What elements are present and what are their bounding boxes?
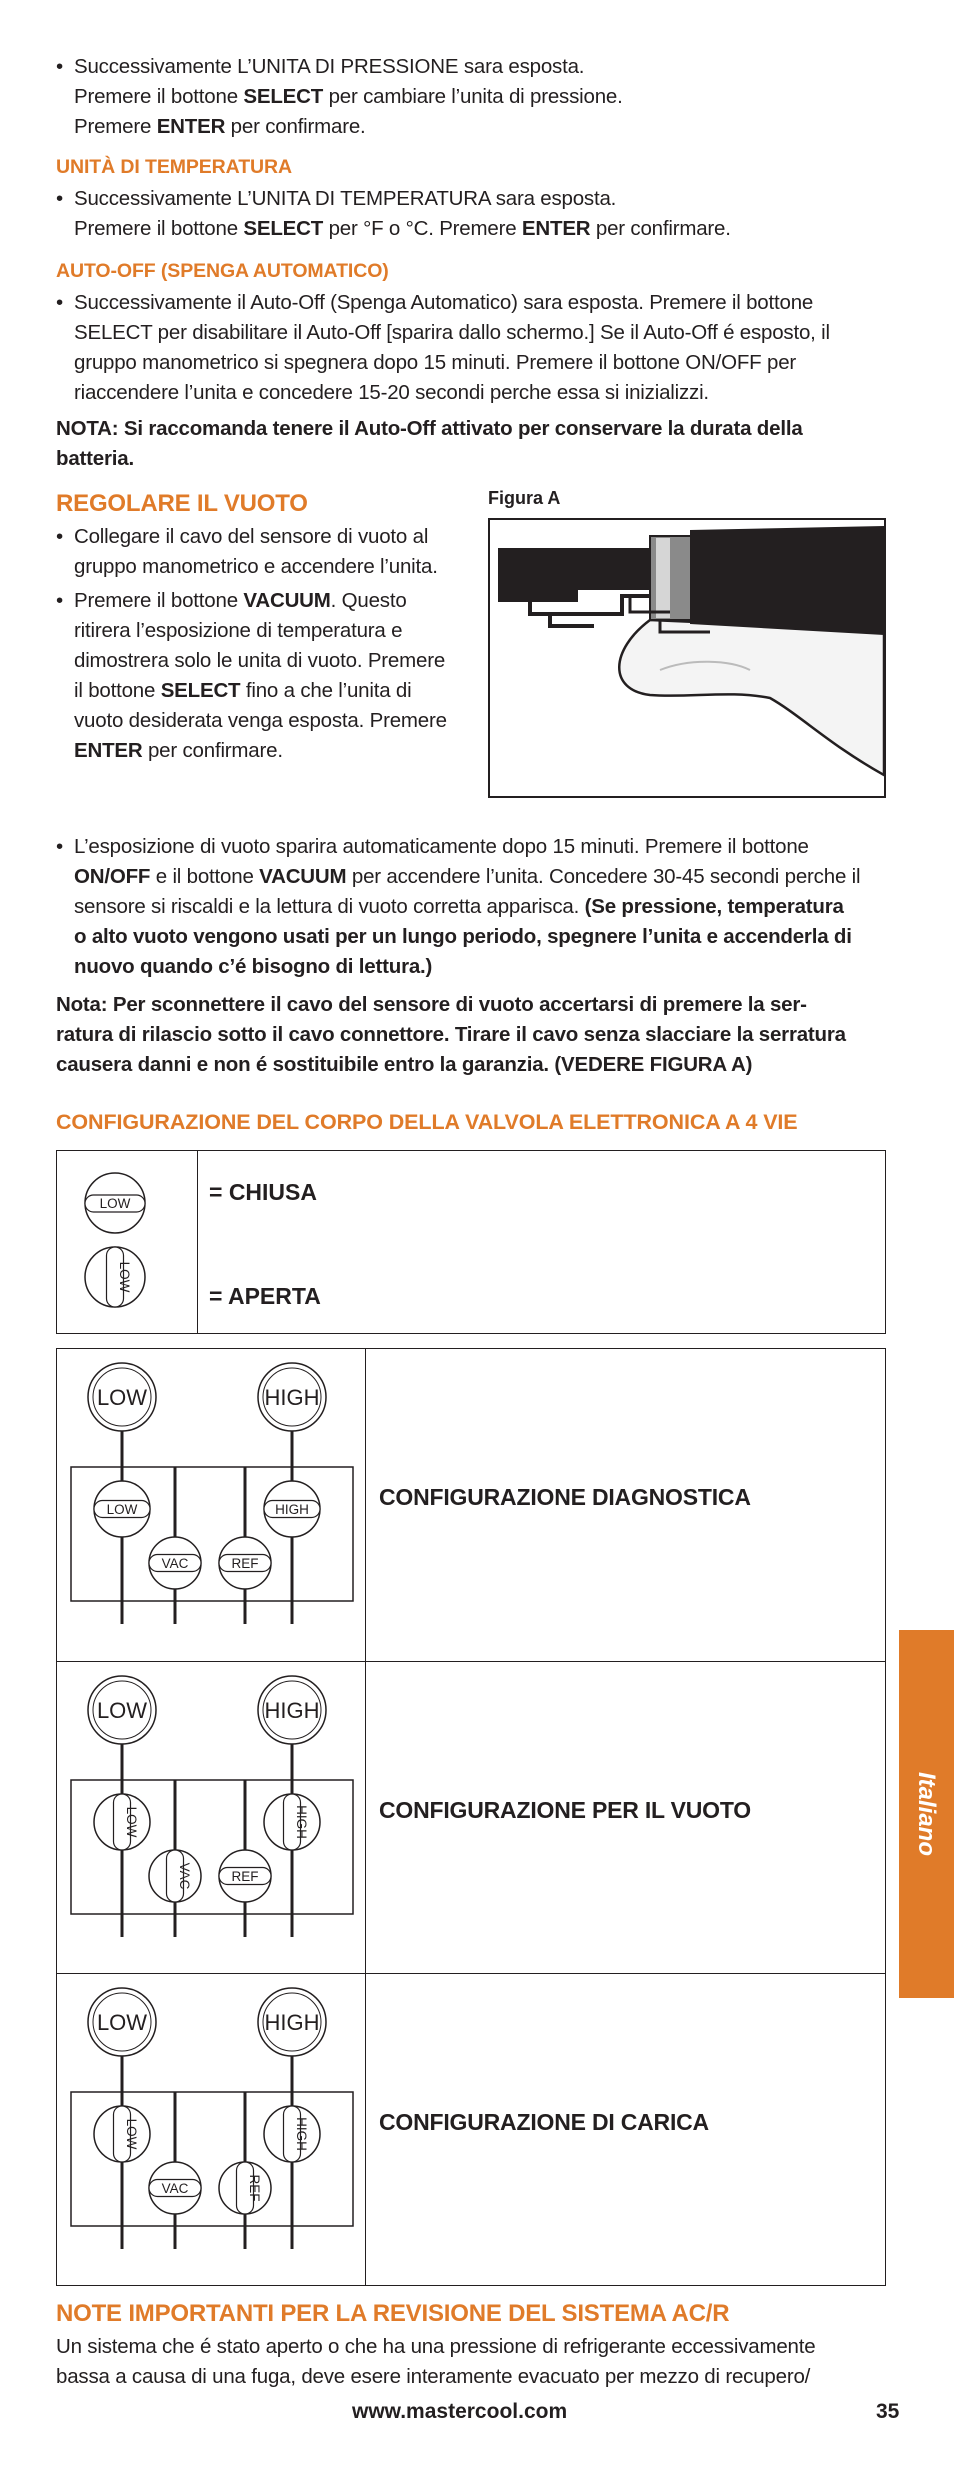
temp-unit-line1: Successivamente L’UNITA DI TEMPERATURA sara esposta. — [74, 187, 617, 210]
service-line: bassa a causa di una fuga, deve esere interamente evacuato per mezzo di recupero/ — [56, 2365, 811, 2388]
vacuum-bullet-1 — [56, 522, 438, 582]
high-valve-knob-icon — [264, 2106, 320, 2162]
auto-off-heading: AUTO-OFF (SPENGA AUTOMATICO) — [56, 260, 389, 282]
low-gauge-icon — [88, 1988, 156, 2056]
auto-off-line: SELECT per disabilitare il Auto-Off [sparira dallo schermo.] Se il Auto-Off é esposto, il — [74, 321, 830, 344]
ref-valve-knob-icon — [219, 1850, 271, 1902]
vacuum-bullet-2 — [56, 586, 447, 766]
high-gauge-icon — [258, 1676, 326, 1744]
valve-legend — [56, 1150, 886, 1334]
auto-off-line: gruppo manometrico si spegnera dopo 15 minuti. Premere il bottone ON/OFF per — [74, 351, 797, 374]
legend-divider — [197, 1151, 198, 1333]
low-valve-knob-label: LOW — [124, 2118, 139, 2150]
pressure-unit-line3: Premere ENTER per confirmare. — [74, 115, 366, 138]
vac-valve-knob-icon — [149, 1850, 201, 1902]
bullet-dot: • — [56, 525, 63, 548]
language-tab-label: Italiano — [913, 1771, 940, 1857]
low-gauge-label: LOW — [96, 2010, 148, 2035]
vacuum-b2-line3: dimostrera solo le unita di vuoto. Premere — [74, 649, 446, 672]
legend-closed-knob-icon — [85, 1173, 145, 1233]
config-row-divider — [365, 1349, 366, 1661]
figure-a-label: Figura A — [488, 488, 561, 508]
ref-valve-knob-icon — [219, 2162, 271, 2214]
config-row-charge — [57, 1973, 885, 2286]
ref-valve-knob-icon — [219, 1537, 271, 1589]
low-gauge-label: LOW — [96, 1385, 148, 1410]
high-gauge-icon — [258, 1988, 326, 2056]
vacuum-note-line: causera danni e non é sostituibile entro la garanzia. (VEDERE FIGURA A) — [56, 1053, 753, 1076]
valve-configuration-table — [56, 1348, 886, 2286]
auto-off-note-line: batteria. — [56, 447, 134, 470]
service-paragraph — [56, 2332, 815, 2392]
high-gauge-label: HIGH — [264, 1385, 320, 1410]
low-valve-knob-label: LOW — [124, 1806, 139, 1838]
legend-open-label: = APERTA — [209, 1283, 321, 1309]
pressure-unit-bullet — [56, 52, 623, 142]
config-row-divider — [365, 1974, 366, 2286]
legend-knobs — [57, 1151, 197, 1335]
vac-valve-knob-label: VAC — [177, 1862, 192, 1890]
bullet-dot: • — [56, 291, 63, 314]
low-valve-knob-icon — [94, 1794, 150, 1850]
vacuum-b1-line: Collegare il cavo del sensore di vuoto al — [74, 525, 429, 548]
low-valve-knob-label: LOW — [106, 1502, 138, 1517]
legend-open-knob-label: LOW — [117, 1261, 132, 1293]
vac-valve-knob-label: VAC — [161, 2181, 189, 2196]
vacuum-b2-line5: vuoto desiderata venga esposta. Premere — [74, 709, 447, 732]
language-tab — [899, 1630, 954, 1998]
vacuum-b3-line1: L’esposizione di vuoto sparira automaticamente dopo 15 minuti. Premere il bottone — [74, 835, 809, 858]
auto-off-line: Successivamente il Auto-Off (Spenga Automatico) sara esposta. Premere il bottone — [74, 291, 814, 314]
config-row-vacuum — [57, 1661, 885, 1974]
config-row-diagnostic — [57, 1349, 885, 1661]
legend-open-knob-icon — [85, 1247, 145, 1307]
ref-valve-knob-label: REF — [247, 2174, 262, 2202]
auto-off-bullet — [56, 288, 830, 408]
low-gauge-label: LOW — [96, 1698, 148, 1723]
diagram-vacuum — [57, 1662, 365, 1974]
high-gauge-label: HIGH — [264, 2010, 320, 2035]
vacuum-note-line: ratura di rilascio sotto il cavo connettore. Tirare il cavo senza slacciare la serratura — [56, 1023, 846, 1046]
low-valve-knob-icon — [94, 2106, 150, 2162]
vacuum-b3-line3: sensore si riscaldi e la lettura di vuoto corretta apparisca. (Se pressione, temperatura — [74, 895, 844, 918]
vacuum-sensor-connector-illustration — [490, 520, 884, 796]
vac-valve-knob-icon — [149, 1537, 201, 1589]
config-row-divider — [365, 1662, 366, 1974]
vac-valve-knob-label: VAC — [161, 1556, 189, 1571]
high-valve-knob-icon — [264, 1794, 320, 1850]
high-valve-knob-label: HIGH — [275, 1502, 309, 1517]
ref-valve-knob-label: REF — [231, 1869, 259, 1884]
low-gauge-icon — [88, 1676, 156, 1744]
service-line: Un sistema che é stato aperto o che ha una pressione di refrigerante eccessivamente — [56, 2335, 816, 2358]
high-gauge-label: HIGH — [264, 1698, 320, 1723]
vacuum-b3-line2: ON/OFF e il bottone VACUUM per accendere l’unita. Concedere 30-45 secondi perche il — [74, 865, 861, 888]
pressure-unit-line2: Premere il bottone SELECT per cambiare l’unita di pressione. — [74, 85, 623, 108]
config-title-charge: CONFIGURAZIONE DI CARICA — [379, 2109, 709, 2135]
vacuum-note-line: Nota: Per sconnettere il cavo del sensore di vuoto accertarsi di premere la ser- — [56, 993, 807, 1016]
auto-off-line: riaccendere l’unita e concedere 15-20 secondi perche essa si inizializzi. — [74, 381, 709, 404]
bullet-dot: • — [56, 55, 63, 78]
figure-a-illustration — [488, 518, 886, 798]
vacuum-b3-line5: nuovo quando c’é bisogno di lettura.) — [74, 955, 433, 978]
config-heading: CONFIGURAZIONE DEL CORPO DELLA VALVOLA ELETTRONICA A 4 VIE — [56, 1110, 798, 1134]
page-number: 35 — [876, 2400, 900, 2423]
bullet-dot: • — [56, 187, 63, 210]
low-gauge-icon — [88, 1363, 156, 1431]
bullet-dot: • — [56, 835, 63, 858]
auto-off-note-line: NOTA: Si raccomanda tenere il Auto-Off attivato per conservare la durata della — [56, 417, 803, 440]
vac-valve-knob-icon — [149, 2162, 201, 2214]
vacuum-note — [56, 990, 846, 1080]
service-heading: NOTE IMPORTANTI PER LA REVISIONE DEL SISTEMA AC/R — [56, 2300, 730, 2327]
temp-unit-line2: Premere il bottone SELECT per °F o °C. Premere ENTER per confirmare. — [74, 217, 731, 240]
vacuum-b2-line2: ritirera l’esposizione di temperatura e — [74, 619, 403, 642]
bullet-dot: • — [56, 589, 63, 612]
diagram-charge — [57, 1974, 365, 2286]
vacuum-b2-line6: ENTER per confirmare. — [74, 739, 283, 762]
high-valve-knob-icon — [264, 1481, 320, 1537]
diagram-diagnostic — [57, 1349, 365, 1661]
footer-url: www.mastercool.com — [352, 2400, 568, 2423]
temp-unit-heading: UNITÀ DI TEMPERATURA — [56, 156, 292, 178]
legend-closed-knob-label: LOW — [99, 1196, 131, 1211]
temp-unit-bullet — [56, 184, 731, 244]
vacuum-b3-line4: o alto vuoto vengono usati per un lungo periodo, spegnere l’unita e accenderla di — [74, 925, 852, 948]
config-title-vacuum: CONFIGURAZIONE PER IL VUOTO — [379, 1797, 751, 1823]
config-title-diagnostic: CONFIGURAZIONE DIAGNOSTICA — [379, 1484, 751, 1510]
vacuum-b2-line1: Premere il bottone VACUUM. Questo — [74, 589, 407, 612]
low-valve-knob-icon — [94, 1481, 150, 1537]
vacuum-b1-line: gruppo manometrico e accendere l’unita. — [74, 555, 438, 578]
high-gauge-icon — [258, 1363, 326, 1431]
vacuum-b2-line4: il bottone SELECT fino a che l’unita di — [74, 679, 412, 702]
vacuum-bullet-3 — [56, 832, 860, 982]
pressure-unit-line1: Successivamente L’UNITA DI PRESSIONE sara esposta. — [74, 55, 585, 78]
auto-off-note — [56, 414, 803, 474]
legend-closed-label: = CHIUSA — [209, 1179, 317, 1205]
high-valve-knob-label: HIGH — [294, 1805, 309, 1839]
vacuum-heading: REGOLARE IL VUOTO — [56, 490, 308, 517]
high-valve-knob-label: HIGH — [294, 2117, 309, 2151]
ref-valve-knob-label: REF — [231, 1556, 259, 1571]
